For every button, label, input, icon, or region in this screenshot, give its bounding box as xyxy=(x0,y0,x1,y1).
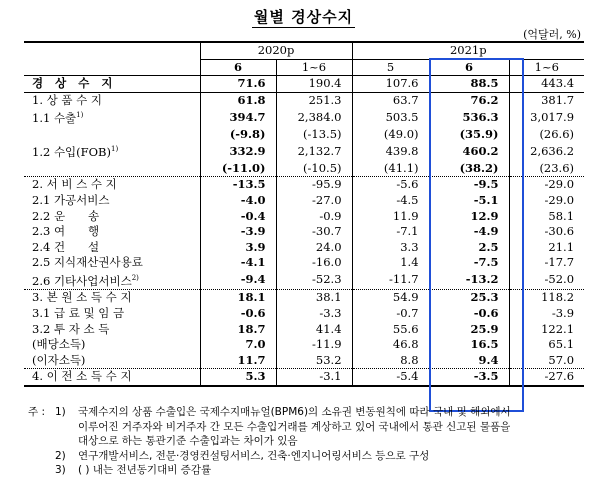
cell-value: (38.2) xyxy=(429,161,509,177)
cell-value: -11.9 xyxy=(276,337,352,353)
cell-value: (41.1) xyxy=(352,161,429,177)
cell-value: -13.5 xyxy=(200,177,276,193)
row-label-text: 3.1 급 료 및 임 금 xyxy=(32,305,125,320)
row-label-text: 4. 이 전 소 득 수 지 xyxy=(32,369,132,384)
cell-value: 25.3 xyxy=(429,290,509,306)
cell-value: 8.8 xyxy=(352,353,429,369)
cell-value: 122.1 xyxy=(509,322,584,338)
note-text: 이루어진 거주자와 비거주자 간 모든 수출입거래를 계상하고 있어 국내에서 통관 신고된 물품을 xyxy=(78,420,511,433)
row-label xyxy=(24,290,200,306)
table-row xyxy=(24,271,584,290)
cell-value: (49.0) xyxy=(352,127,429,143)
cell-value: -9.4 xyxy=(200,271,276,290)
cell-value: -0.6 xyxy=(200,306,276,322)
cell-value: -9.5 xyxy=(429,177,509,193)
footnotes xyxy=(28,405,588,478)
cell-value: 107.6 xyxy=(352,76,429,93)
row-label-text: 2.4 건 설 xyxy=(32,239,100,254)
cell-value: 55.6 xyxy=(352,322,429,338)
cell-value: -7.1 xyxy=(352,224,429,240)
cell-value: (35.9) xyxy=(429,127,509,143)
note-number: 1) xyxy=(55,406,66,418)
cell-value: -3.9 xyxy=(200,224,276,240)
cell-value: 18.7 xyxy=(200,322,276,338)
row-label-text: 2.6 기타사업서비스 xyxy=(32,273,132,288)
cell-value: 46.8 xyxy=(352,337,429,353)
cell-value: -0.4 xyxy=(200,209,276,225)
cell-value: -30.7 xyxy=(276,224,352,240)
cell-value: 38.1 xyxy=(276,290,352,306)
row-label xyxy=(24,76,200,93)
table-row xyxy=(24,224,584,240)
cell-value: -11.7 xyxy=(352,271,429,290)
cell-value: 503.5 xyxy=(352,108,429,126)
row-label xyxy=(24,193,200,209)
cell-value: 2.5 xyxy=(429,240,509,256)
table-row xyxy=(24,76,584,93)
cell-value: 21.1 xyxy=(509,240,584,256)
row-label xyxy=(24,271,200,290)
table-row xyxy=(24,290,584,306)
note-line xyxy=(28,463,588,478)
note-text: 국제수지의 상품 수출입은 국제수지매뉴얼(BPM6)의 소유권 변동원칙에 따라 국내 및 해외에서 xyxy=(78,406,511,418)
cell-value: 54.9 xyxy=(352,290,429,306)
cell-value: -52.3 xyxy=(276,271,352,290)
cell-value: -3.3 xyxy=(276,306,352,322)
row-label xyxy=(24,161,200,177)
row-label xyxy=(24,209,200,225)
cell-value: 190.4 xyxy=(276,76,352,93)
cell-value: -3.9 xyxy=(509,306,584,322)
footnote-marker: 2) xyxy=(131,273,139,282)
row-label xyxy=(24,142,200,160)
cell-value: -0.9 xyxy=(276,209,352,225)
cell-value: 2,636.2 xyxy=(509,142,584,160)
cell-value: 3.3 xyxy=(352,240,429,256)
cell-value: 118.2 xyxy=(509,290,584,306)
row-label-text: 2. 서 비 스 수 지 xyxy=(32,177,117,192)
row-label-text: 2.1 가공서비스 xyxy=(32,193,110,207)
cell-value: -13.2 xyxy=(429,271,509,290)
cell-value: -52.0 xyxy=(509,271,584,290)
row-label xyxy=(24,177,200,193)
cell-value: 251.3 xyxy=(276,92,352,108)
cell-value: 1.4 xyxy=(352,255,429,271)
cell-value: -4.0 xyxy=(200,193,276,209)
header-year-2021: 2021p xyxy=(352,42,584,59)
table-row xyxy=(24,255,584,271)
page-title: 월별 경상수지 xyxy=(253,8,354,26)
row-label xyxy=(24,322,200,338)
note-text: ( ) 내는 전년동기대비 증감률 xyxy=(78,464,212,476)
cell-value: -3.1 xyxy=(276,369,352,386)
note-line xyxy=(28,420,588,435)
cell-value: (-9.8) xyxy=(200,127,276,143)
table-row xyxy=(24,142,584,160)
footnote-marker: 1) xyxy=(111,145,119,154)
cell-value: 9.4 xyxy=(429,353,509,369)
row-label-text: 경 상 수 지 xyxy=(32,76,117,91)
table-row xyxy=(24,209,584,225)
row-label-text: 2.2 운 송 xyxy=(32,208,100,223)
table-row xyxy=(24,177,584,193)
row-label xyxy=(24,306,200,322)
cell-value: 25.9 xyxy=(429,322,509,338)
row-label-text: 1.1 수출 xyxy=(32,111,77,126)
cell-value: 3,017.9 xyxy=(509,108,584,126)
row-label xyxy=(24,255,200,271)
cell-value: -27.6 xyxy=(509,369,584,386)
cell-value: (23.6) xyxy=(509,161,584,177)
note-number: 3) xyxy=(55,464,66,476)
table-row xyxy=(24,369,584,386)
cell-value: 53.2 xyxy=(276,353,352,369)
cell-value: 443.4 xyxy=(509,76,584,93)
cell-value: -17.7 xyxy=(509,255,584,271)
cell-value: 88.5 xyxy=(429,76,509,93)
header-col: 1~6 xyxy=(276,59,352,76)
row-label xyxy=(24,353,200,369)
row-label-text: (배당소득) xyxy=(32,337,86,352)
cell-value: 63.7 xyxy=(352,92,429,108)
cell-value: 536.3 xyxy=(429,108,509,126)
footnote-marker: 1) xyxy=(76,111,84,120)
table-row xyxy=(24,353,584,369)
cell-value: (26.6) xyxy=(509,127,584,143)
cell-value: -95.9 xyxy=(276,177,352,193)
cell-value: 5.3 xyxy=(200,369,276,386)
cell-value: -4.9 xyxy=(429,224,509,240)
header-col: 1~6 xyxy=(509,59,584,76)
cell-value: 65.1 xyxy=(509,337,584,353)
cell-value: 76.2 xyxy=(429,92,509,108)
cell-value: 2,132.7 xyxy=(276,142,352,160)
row-label-text: 2.3 여 행 xyxy=(32,224,100,239)
row-label xyxy=(24,240,200,256)
cell-value: -5.1 xyxy=(429,193,509,209)
cell-value: -0.6 xyxy=(429,306,509,322)
current-account-table xyxy=(24,41,584,387)
header-col: 5 xyxy=(352,59,429,76)
cell-value: 11.7 xyxy=(200,353,276,369)
table-row xyxy=(24,337,584,353)
cell-value: 18.1 xyxy=(200,290,276,306)
cell-value: -5.6 xyxy=(352,177,429,193)
cell-value: -16.0 xyxy=(276,255,352,271)
cell-value: 24.0 xyxy=(276,240,352,256)
cell-value: 439.8 xyxy=(352,142,429,160)
cell-value: -7.5 xyxy=(429,255,509,271)
note-number: 2) xyxy=(55,449,66,462)
note-line xyxy=(28,434,588,449)
header-col: 6 xyxy=(429,59,509,76)
header-row-years xyxy=(24,42,584,59)
cell-value: -0.7 xyxy=(352,306,429,322)
cell-value: -29.0 xyxy=(509,177,584,193)
note-line xyxy=(28,405,588,420)
note-text: 연구개발서비스, 전문·경영컨설팅서비스, 건축·엔지니어링서비스 등으로 구성 xyxy=(78,449,430,462)
table-row xyxy=(24,193,584,209)
row-label xyxy=(24,92,200,108)
table-row xyxy=(24,240,584,256)
cell-value: 61.8 xyxy=(200,92,276,108)
table-row xyxy=(24,92,584,108)
table-row xyxy=(24,322,584,338)
cell-value: 71.6 xyxy=(200,76,276,93)
row-label xyxy=(24,369,200,386)
note-text: 대상으로 하는 통관기준 수출입과는 차이가 있음 xyxy=(78,435,298,447)
cell-value: 41.4 xyxy=(276,322,352,338)
cell-value: -5.4 xyxy=(352,369,429,386)
table-row xyxy=(24,161,584,177)
table-row xyxy=(24,306,584,322)
unit-label: (억달러, %) xyxy=(523,28,581,41)
cell-value: -27.0 xyxy=(276,193,352,209)
cell-value: 2,384.0 xyxy=(276,108,352,126)
cell-value: 3.9 xyxy=(200,240,276,256)
cell-value: 7.0 xyxy=(200,337,276,353)
cell-value: -4.1 xyxy=(200,255,276,271)
row-label xyxy=(24,108,200,126)
cell-value: 58.1 xyxy=(509,209,584,225)
table-row xyxy=(24,127,584,143)
cell-value: -3.5 xyxy=(429,369,509,386)
row-label-text: 3. 본 원 소 득 수 지 xyxy=(32,290,132,305)
cell-value: 381.7 xyxy=(509,92,584,108)
cell-value: 16.5 xyxy=(429,337,509,353)
cell-value: (-13.5) xyxy=(276,127,352,143)
row-label xyxy=(24,224,200,240)
header-col: 6 xyxy=(200,59,276,76)
table-row xyxy=(24,108,584,126)
row-label-text: 3.2 투 자 소 득 xyxy=(32,321,110,336)
row-label-text: 2.5 지식재산권사용료 xyxy=(32,255,143,270)
header-year-2020: 2020p xyxy=(200,42,352,59)
cell-value: (-11.0) xyxy=(200,161,276,177)
row-label-text: 1.2 수입(FOB) xyxy=(32,145,111,160)
cell-value: -4.5 xyxy=(352,193,429,209)
cell-value: 460.2 xyxy=(429,142,509,160)
cell-value: 57.0 xyxy=(509,353,584,369)
row-label-text: (이자소득) xyxy=(32,352,86,367)
cell-value: -29.0 xyxy=(509,193,584,209)
cell-value: 11.9 xyxy=(352,209,429,225)
cell-value: -30.6 xyxy=(509,224,584,240)
cell-value: (-10.5) xyxy=(276,161,352,177)
cell-value: 394.7 xyxy=(200,108,276,126)
row-label xyxy=(24,127,200,143)
row-label xyxy=(24,337,200,353)
cell-value: 12.9 xyxy=(429,209,509,225)
row-label-text: 1. 상 품 수 지 xyxy=(32,92,103,107)
note-prefix: 주 : xyxy=(28,406,46,418)
cell-value: 332.9 xyxy=(200,142,276,160)
note-line xyxy=(28,449,588,464)
